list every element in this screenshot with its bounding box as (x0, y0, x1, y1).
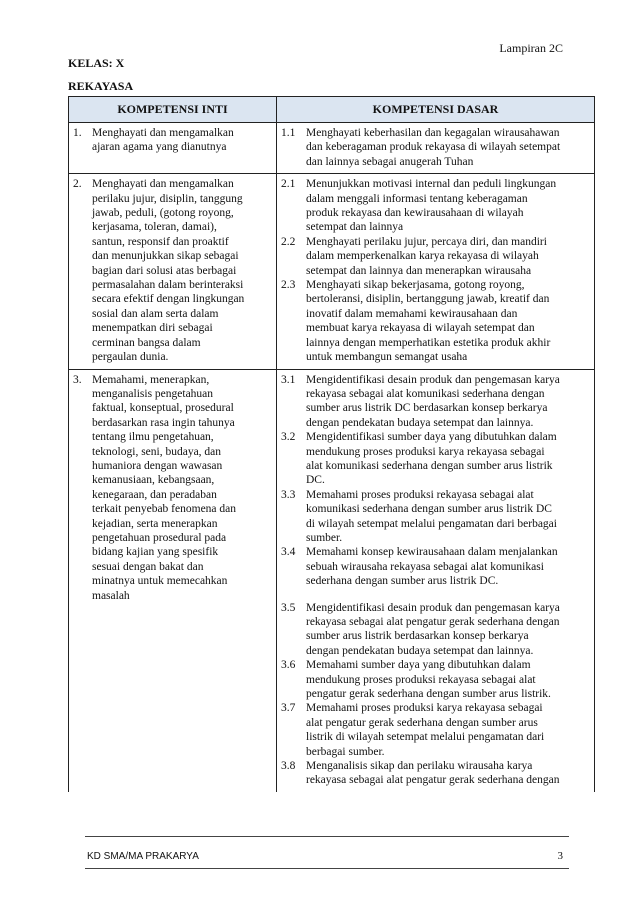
kd-number: 2.3 (281, 279, 296, 292)
ki-text (92, 126, 271, 155)
ki-line: kemanusiaan, kebangsaan, (92, 474, 215, 487)
ki-line: Menghayati dan mengamalkan (92, 127, 234, 139)
kd-line: Memahami proses produksi rekayasa sebagai alat (306, 488, 534, 501)
ki-line: permasalahan dalam berinteraksi (92, 279, 244, 292)
kd-line: rekayasa sebagai alat komunikasi sederhana dengan (306, 387, 545, 400)
kd-line: sederhana dengan sumber arus listrik DC. (306, 575, 499, 588)
ki-line: minatnya untuk memecahkan (92, 575, 228, 588)
kd-line: bertoleransi, disiplin, bertanggung jawab, kreatif dan (306, 293, 550, 306)
ki-line: berdasarkan rasa ingin tahunya (92, 416, 235, 429)
spacer (281, 589, 589, 601)
kd-line: Menunjukkan motivasi internal dan peduli lingkungan (306, 178, 557, 191)
kd-line: Menghayati perilaku jujur, percaya diri, dan mandiri (306, 235, 547, 248)
ki-number: 2. (73, 178, 82, 191)
ki-number: 1. (73, 127, 82, 139)
kd-number: 3.7 (281, 702, 296, 715)
kd-text (306, 430, 589, 488)
ki-line: sosial dan alam serta dalam (92, 307, 219, 320)
kd-line: berbagai sumber. (306, 745, 385, 758)
kd-line: rekayasa sebagai alat pengatur gerak sederhana dengan (306, 774, 560, 787)
kd-line: dengan pendekatan budaya setempat dan lainnya. (306, 644, 534, 657)
ki-text (92, 177, 271, 364)
kd-number: 3.8 (281, 760, 296, 773)
kd-line: sumber arus listrik DC berdasarkan konsep berkarya (306, 402, 548, 415)
kd-line: Menghayati keberhasilan dan kegagalan wirausahawan (306, 127, 560, 139)
ki-line: tentang ilmu pengetahuan, (92, 431, 214, 444)
ki-number: 3. (73, 373, 82, 386)
kd-line: dalam menggali informasi tentang keberagaman (306, 192, 528, 205)
ki-line: masalah (92, 589, 130, 602)
page-footer (85, 836, 569, 869)
ki-line: menempatkan diri sebagai (92, 322, 213, 335)
kd-number: 2.1 (281, 178, 296, 191)
kd-line: sumber arus listrik berdasarkan konsep berkarya (306, 630, 529, 643)
kd-line: setempat dan lainnya (306, 221, 404, 234)
ki-line: perilaku jujur, disiplin, tanggung (92, 192, 243, 205)
kd-text (306, 278, 589, 364)
ki-line: ajaran agama yang dianutnya (92, 141, 227, 154)
kd-line: Mengidentifikasi desain produk dan pengemasan karya (306, 601, 560, 614)
kd-item (281, 177, 589, 235)
kd-number: 3.1 (281, 373, 296, 386)
kd-text (306, 701, 589, 759)
ki-line: kejadian, serta menerapkan (92, 517, 218, 530)
kd-item (281, 601, 589, 659)
kd-text (306, 177, 589, 235)
kd-line: Menganalisis sikap dan perilaku wirausaha karya (306, 760, 533, 773)
class-label: KELAS: X (68, 56, 125, 70)
kd-cell (277, 369, 595, 792)
kd-cell (277, 123, 595, 174)
competency-table (68, 96, 595, 792)
footer-title: KD SMA/MA PRAKARYA (87, 851, 199, 862)
ki-line: bagian dari solusi atas berbagai (92, 264, 237, 277)
kd-line: dengan pendekatan budaya setempat dan lainnya. (306, 416, 534, 429)
ki-line: pengetahuan prosedural pada (92, 531, 227, 544)
kd-line: alat pengatur gerak sederhana dengan sumber arus (306, 716, 538, 729)
ki-cell (69, 174, 277, 369)
kd-line: sebuah wirausaha rekayasa sebagai alat komunikasi (306, 560, 544, 573)
ki-line: faktual, konseptual, prosedural (92, 402, 234, 415)
kd-line: setempat dan lainnya dan menerapkan wirausaha (306, 264, 532, 277)
kd-line: DC. (306, 474, 325, 487)
kd-number: 3.2 (281, 431, 296, 444)
ki-line: Memahami, menerapkan, (92, 373, 210, 386)
kd-line: listrik di wilayah setempat melalui pengamatan dari (306, 731, 545, 744)
kd-number: 1.1 (281, 127, 296, 139)
kd-item (281, 488, 589, 546)
ki-line: kerjasama, toleran, damai), (92, 221, 217, 234)
ki-line: humaniora dengan wawasan (92, 459, 223, 472)
kd-line: Memahami konsep kewirausahaan dalam menjalankan (306, 546, 558, 559)
kd-number: 3.6 (281, 659, 296, 672)
kd-text (306, 488, 589, 546)
ki-line: santun, responsif dan proaktif (92, 235, 229, 248)
header-kompetensi-dasar: KOMPETENSI DASAR (277, 97, 595, 123)
kd-item (281, 701, 589, 759)
ki-line: menganalisis pengetahuan (92, 387, 214, 400)
ki-line: kenegaraan, dan peradaban (92, 488, 217, 501)
ki-line: Menghayati dan mengamalkan (92, 178, 234, 191)
ki-line: pergaulan dunia. (92, 351, 169, 364)
kd-item (281, 278, 589, 364)
kd-text (306, 658, 589, 701)
kd-item (281, 235, 589, 278)
kd-item (281, 126, 589, 169)
table-row (69, 174, 595, 369)
kd-number: 2.2 (281, 235, 296, 248)
subject-label: REKAYASA (68, 79, 134, 93)
ki-line: sesuai dengan bakat dan (92, 560, 204, 573)
kd-line: mendukung proses produksi karya rekayasa sebagai (306, 445, 545, 458)
kd-line: komunikasi sederhana dengan sumber arus listrik DC (306, 503, 552, 516)
kd-line: rekayasa sebagai alat pengatur gerak sederhana dengan (306, 616, 560, 628)
kd-line: dan keberagaman produk rekayasa di wilayah setempat (306, 141, 561, 154)
kd-line: dan lainnya sebagai anugerah Tuhan (306, 155, 474, 168)
appendix-label: Lampiran 2C (499, 41, 563, 55)
kd-line: produk rekayasa dan kewirausahaan di wilayah (306, 207, 524, 220)
kd-line: di wilayah setempat melalui pengamatan dari berbagai (306, 517, 557, 530)
kd-line: Mengidentifikasi sumber daya yang dibutuhkan dalam (306, 431, 557, 444)
kd-line: Memahami proses produksi karya rekayasa sebagai (306, 702, 543, 715)
page-number: 3 (557, 850, 563, 862)
kd-line: sumber. (306, 531, 343, 544)
ki-cell (69, 369, 277, 792)
kd-line: mendukung proses produksi rekayasa sebagai alat (306, 673, 536, 686)
kd-item (281, 759, 589, 788)
ki-line: bidang kajian yang spesifik (92, 546, 219, 559)
kd-text (306, 759, 589, 788)
table-row (69, 369, 595, 792)
kd-line: lainnya dengan memperhatikan estetika produk akhir (306, 336, 551, 349)
kd-text (306, 126, 589, 169)
ki-line: terkait penyebab fenomena dan (92, 503, 237, 516)
kd-line: Mengidentifikasi desain produk dan pengemasan karya (306, 373, 560, 386)
kd-line: Menghayati sikap bekerjasama, gotong royong, (306, 279, 525, 292)
kd-text (306, 601, 589, 659)
ki-text (92, 373, 271, 604)
kd-item (281, 545, 589, 588)
ki-line: secara efektif dengan lingkungan (92, 293, 245, 306)
kd-text (306, 545, 589, 588)
kd-text (306, 373, 589, 431)
kd-item (281, 658, 589, 701)
kd-line: inovatif dalam memahami kewirausahaan dan (306, 307, 518, 320)
ki-line: jawab, peduli, (gotong royong, (92, 207, 234, 220)
kd-number: 3.3 (281, 488, 296, 501)
ki-line: teknologi, seni, budaya, dan (92, 445, 222, 458)
kd-line: pengatur gerak sederhana dengan sumber arus listrik. (306, 688, 551, 701)
ki-line: dan menunjukkan sikap sebagai (92, 250, 239, 263)
kd-line: untuk membangun semangat usaha (306, 351, 468, 364)
kd-line: alat komunikasi sederhana dengan sumber arus listrik (306, 459, 553, 472)
kd-line: membuat karya rekayasa di wilayah setempat dan (306, 322, 535, 335)
kd-text (306, 235, 589, 278)
kd-item (281, 430, 589, 488)
kd-item (281, 373, 589, 431)
ki-cell (69, 123, 277, 174)
kd-number: 3.5 (281, 601, 296, 614)
header-kompetensi-inti: KOMPETENSI INTI (69, 97, 277, 123)
kd-cell (277, 174, 595, 369)
kd-number: 3.4 (281, 546, 296, 559)
ki-line: cerminan bangsa dalam (92, 336, 201, 349)
table-row (69, 123, 595, 174)
kd-line: Memahami sumber daya yang dibutuhkan dalam (306, 659, 531, 672)
table-body (69, 123, 595, 792)
kd-line: dalam memperkenalkan karya rekayasa di wilayah (306, 250, 539, 263)
